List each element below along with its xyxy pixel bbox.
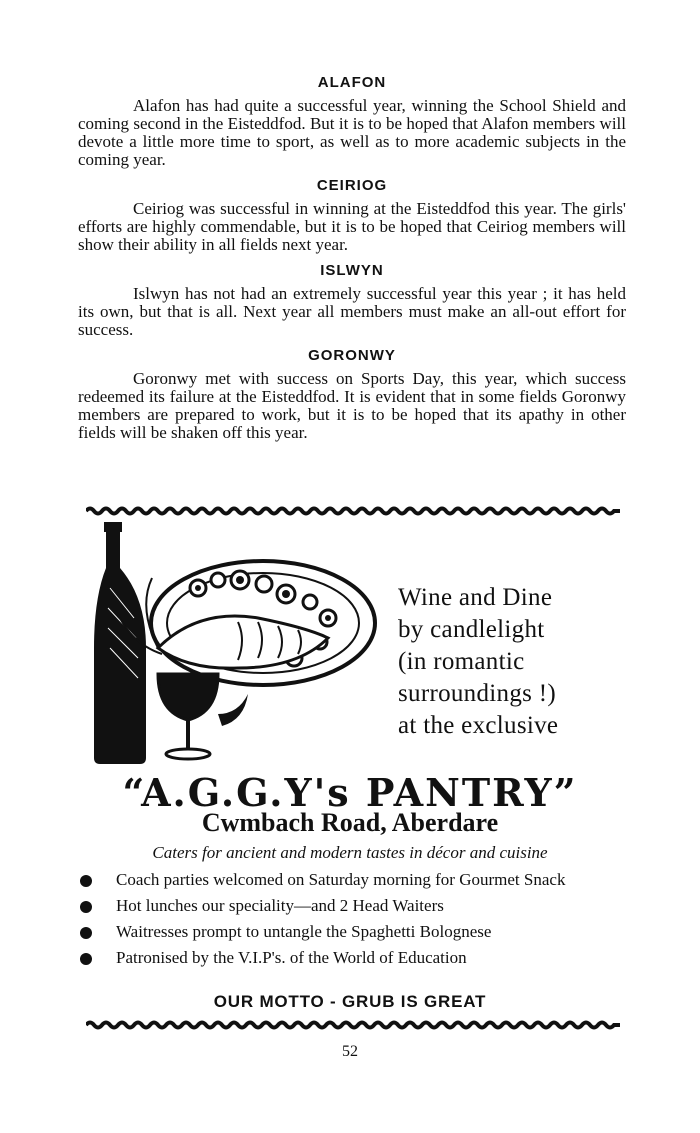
- advert-bullet-list: [80, 870, 600, 974]
- house-paragraph: Goronwy met with success on Sports Day, this year, which success redeemed its failure at the Eisteddfod. It is evident that in some fields Goronwy members are prepared to work, but it is to be hoped that its apathy in other fields will be shaken off this year.: [78, 369, 626, 442]
- list-item-text: Coach parties welcomed on Saturday morning for Gourmet Snack: [116, 870, 566, 889]
- bullet-icon: [80, 927, 92, 939]
- house-section-goronwy: [78, 347, 626, 442]
- wavy-divider-top: [86, 505, 620, 517]
- advert-motto: OUR MOTTO - GRUB IS GREAT: [213, 992, 487, 1011]
- advert-intro-line: Wine and Dine: [398, 584, 553, 611]
- bullet-icon: [80, 953, 92, 965]
- list-item-text: Patronised by the V.I.P's. of the World of Education: [116, 948, 467, 967]
- page-number: 52: [342, 1043, 358, 1060]
- advert-intro-line: at the exclusive: [398, 712, 559, 739]
- house-section-islwyn: [78, 262, 626, 339]
- list-item: [80, 922, 600, 941]
- restaurant-address: Cwmbach Road, Aberdare: [201, 808, 499, 837]
- list-item: [80, 896, 600, 915]
- advert-intro-line: by candlelight: [398, 616, 545, 643]
- wine-bottle-glass-lobster-platter-illustration: [88, 518, 388, 768]
- wavy-divider-bottom: [86, 1019, 620, 1031]
- house-reports: [78, 74, 626, 450]
- bullet-icon: [80, 875, 92, 887]
- house-heading: CEIRIOG: [316, 177, 388, 194]
- list-item: [80, 870, 600, 889]
- house-heading: ALAFON: [317, 74, 387, 91]
- bullet-icon: [80, 901, 92, 913]
- advert-intro-line: surroundings !): [398, 680, 556, 707]
- advert-intro: [398, 582, 628, 742]
- restaurant-name: “A.G.G.Y's PANTRY”: [122, 770, 578, 815]
- house-heading: GORONWY: [308, 347, 396, 364]
- house-paragraph: Alafon has had quite a successful year, winning the School Shield and coming second in the Eisteddfod. But it is to be hoped that Alafon members will devote a little more time to sport, as well as to more academic subjects in the coming year.: [78, 96, 626, 169]
- house-section-alafon: [78, 74, 626, 169]
- house-paragraph: Ceiriog was successful in winning at the Eisteddfod this year. The girls' efforts are highly commendable, but it is to be hoped that Ceiriog members will show their ability in all fields next year.: [78, 199, 626, 254]
- list-item: [80, 948, 600, 967]
- advert-intro-line: (in romantic: [398, 648, 525, 675]
- list-item-text: Waitresses prompt to untangle the Spaghetti Bolognese: [116, 922, 492, 941]
- restaurant-tagline: Caters for ancient and modern tastes in décor and cuisine: [152, 843, 548, 862]
- house-paragraph: Islwyn has not had an extremely successful year this year ; it has held its own, but that is all. Next year all members must make an all-out effort for success.: [78, 284, 626, 339]
- list-item-text: Hot lunches our speciality—and 2 Head Waiters: [116, 896, 444, 915]
- house-section-ceiriog: [78, 177, 626, 254]
- house-heading: ISLWYN: [320, 262, 384, 279]
